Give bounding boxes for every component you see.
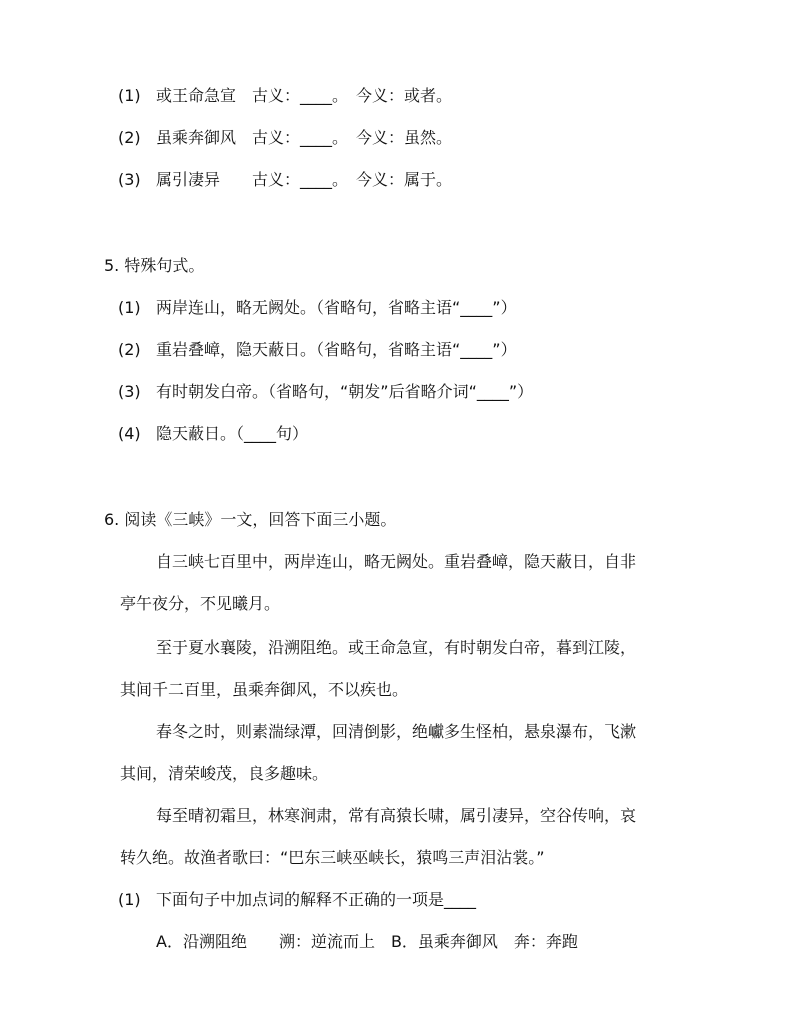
item-text: 两岸连山，略无阙处。（省略句，省略主语“____”）	[156, 298, 517, 317]
passage-line: 至于夏水襄陵，沿溯阻绝。或王命急宣，有时朝发白帝，暮到江陵，	[156, 638, 637, 657]
item-number: (1)	[118, 86, 141, 105]
passage-line: 自三峡七百里中，两岸连山，略无阙处。重岩叠嶂，隐天蔽日，自非	[156, 552, 637, 571]
item-number: (2)	[118, 340, 141, 359]
item-number: (4)	[118, 424, 141, 443]
item-number: (3)	[118, 382, 141, 401]
passage-line: 亭午夜分，不见曦月。	[120, 594, 281, 613]
item-number: (1)	[118, 298, 141, 317]
item-text: 属引凄异 古义：____。 今义：属于。	[156, 170, 453, 189]
item-text: 虽乘奔御风 古义：____。 今义：虽然。	[156, 128, 453, 147]
item-number: (1)	[118, 890, 141, 909]
passage-line: 其间千二百里，虽乘奔御风，不以疾也。	[120, 680, 409, 699]
passage-line: 其间，清荣峻茂，良多趣味。	[120, 764, 329, 783]
passage-line: 转久绝。故渔者歌曰：“巴东三峡巫峡长，猿鸣三声泪沾裳。”	[120, 848, 545, 867]
item-number: (3)	[118, 170, 141, 189]
question-text: 下面句子中加点词的解释不正确的一项是____	[156, 890, 477, 909]
item-number: (2)	[118, 128, 141, 147]
item-text: 有时朝发白帝。（省略句，“朝发”后省略介词“____”）	[156, 382, 534, 401]
section-5-heading: 5. 特殊句式。	[104, 256, 205, 275]
item-text: 重岩叠嶂，隐天蔽日。（省略句，省略主语“____”）	[156, 340, 517, 359]
passage-line: 每至晴初霜旦，林寒涧肃，常有高猿长啸，属引凄异，空谷传响，哀	[156, 806, 637, 825]
passage-line: 春冬之时，则素湍绿潭，回清倒影，绝巘多生怪柏，悬泉瀑布，飞漱	[156, 722, 637, 741]
item-text: 或王命急宣 古义：____。 今义：或者。	[156, 86, 453, 105]
item-text: 隐天蔽日。（____句）	[156, 424, 309, 443]
section-6-heading: 6. 阅读《三峡》一文，回答下面三小题。	[104, 510, 397, 529]
question-options-ab: A．沿溯阻绝 溯：逆流而上 B．虽乘奔御风 奔：奔跑	[156, 932, 578, 951]
